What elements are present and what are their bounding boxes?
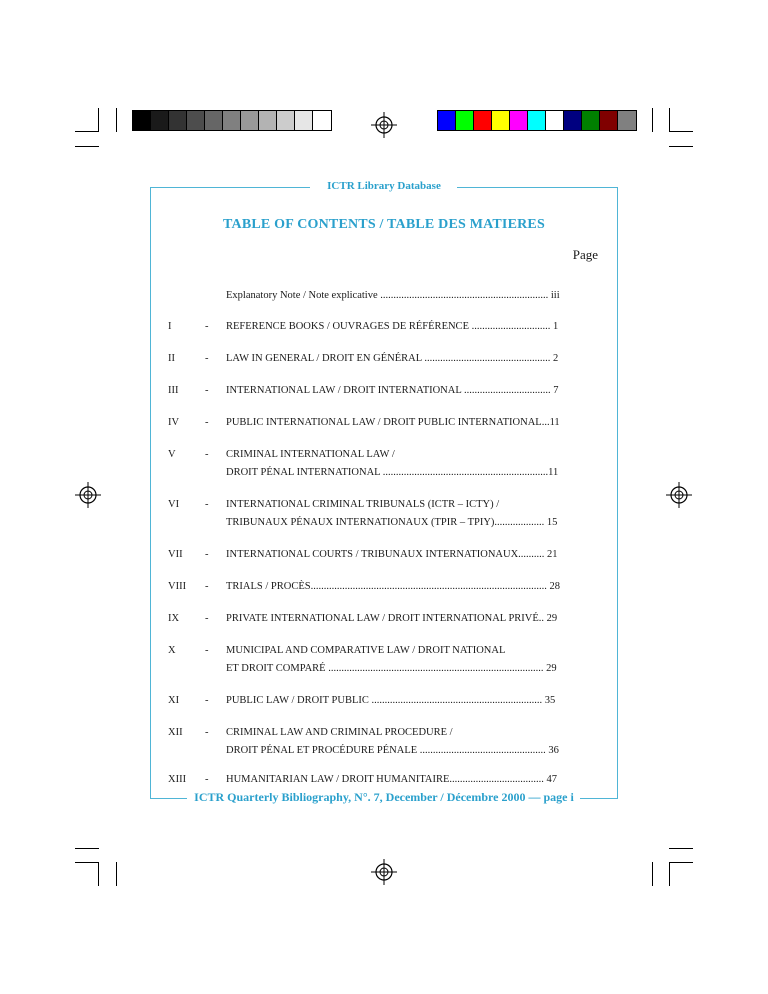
toc-entry	[168, 610, 598, 628]
toc-entry-line: TRIBUNAUX PÉNAUX INTERNATIONAUX (TPIR – TPIY)................... 15	[226, 517, 558, 528]
crop-mark	[669, 108, 670, 132]
toc-entry-dash: -	[205, 774, 209, 785]
running-header: ICTR Library Database	[0, 180, 768, 192]
toc-entry	[168, 692, 598, 710]
toc-entry-dash: -	[205, 645, 209, 656]
toc-entry-text	[226, 610, 597, 628]
toc-entry-dash: -	[205, 695, 209, 706]
gray-swatch	[223, 111, 241, 130]
registration-target-icon	[371, 112, 397, 138]
toc-entry-number: III	[168, 385, 179, 396]
crop-mark	[669, 146, 693, 147]
toc-entry-dash: -	[205, 321, 209, 332]
toc-entry-text	[226, 318, 597, 336]
toc-entry	[168, 724, 598, 760]
toc-entry	[168, 771, 598, 789]
frame-line	[617, 187, 618, 799]
gray-calibration-bar	[132, 110, 332, 131]
toc-entry-line: PUBLIC INTERNATIONAL LAW / DROIT PUBLIC INTERNATIONAL...11	[226, 417, 560, 428]
toc-entry-number: V	[168, 449, 176, 460]
toc-entry	[168, 642, 598, 678]
toc-entry-dash: -	[205, 727, 209, 738]
toc-entry	[168, 350, 598, 368]
toc-entry-text: Explanatory Note / Note explicative ................................................................ iii	[226, 290, 560, 301]
toc-entry-text	[226, 382, 597, 400]
gray-swatch	[259, 111, 277, 130]
page-title: TABLE OF CONTENTS / TABLE DES MATIERES	[223, 217, 545, 232]
toc-entry	[168, 546, 598, 564]
crop-mark	[116, 108, 117, 132]
crop-mark	[669, 862, 693, 863]
crop-mark	[98, 108, 99, 132]
toc-entry-dash: -	[205, 499, 209, 510]
gray-swatch	[133, 111, 151, 130]
color-swatch	[582, 111, 600, 130]
toc-entry-line: PUBLIC LAW / DROIT PUBLIC ................................................................. 35	[226, 695, 556, 706]
toc-entry-number: XIII	[168, 774, 187, 785]
gray-swatch	[187, 111, 205, 130]
toc-entry-line: CRIMINAL INTERNATIONAL LAW /	[226, 449, 395, 460]
color-swatch	[600, 111, 618, 130]
toc-entry-number: VI	[168, 499, 180, 510]
toc-entry	[168, 578, 598, 596]
gray-swatch	[205, 111, 223, 130]
crop-mark	[98, 862, 99, 886]
page-column-label: Page	[572, 247, 598, 262]
crop-mark	[652, 862, 653, 886]
color-swatch	[510, 111, 528, 130]
toc-entry-text	[226, 692, 597, 710]
toc-entry-number: VIII	[168, 581, 187, 592]
frame-line	[150, 187, 151, 799]
toc-entry-line: REFERENCE BOOKS / OUVRAGES DE RÉFÉRENCE .............................. 1	[226, 321, 559, 332]
toc-explanatory-note	[226, 287, 598, 305]
crop-mark	[652, 108, 653, 132]
crop-mark	[75, 848, 99, 849]
toc-entry-text	[226, 546, 597, 564]
toc-entry-number: VII	[168, 549, 183, 560]
color-swatch	[528, 111, 546, 130]
crop-mark	[669, 862, 670, 886]
toc-entry-dash: -	[205, 385, 209, 396]
toc-entry-line: MUNICIPAL AND COMPARATIVE LAW / DROIT NATIONAL	[226, 645, 506, 656]
color-swatch	[492, 111, 510, 130]
toc-entry-text	[226, 642, 597, 678]
toc-entry-line: LAW IN GENERAL / DROIT EN GÉNÉRAL ................................................ 2	[226, 353, 559, 364]
toc-entry-dash: -	[205, 449, 209, 460]
toc-entry-line: INTERNATIONAL CRIMINAL TRIBUNALS (ICTR – ICTY) /	[226, 499, 500, 510]
toc-entry-line: ET DROIT COMPARÉ .................................................................................. 29	[226, 663, 557, 674]
toc-entry-line: INTERNATIONAL COURTS / TRIBUNAUX INTERNATIONAUX.......... 21	[226, 549, 558, 560]
color-swatch	[438, 111, 456, 130]
gray-swatch	[241, 111, 259, 130]
gray-swatch	[169, 111, 187, 130]
toc-entry-line: PRIVATE INTERNATIONAL LAW / DROIT INTERNATIONAL PRIVÉ.. 29	[226, 613, 558, 624]
toc-entry-text	[226, 446, 597, 482]
toc-entry-dash: -	[205, 417, 209, 428]
toc-entry-number: XI	[168, 695, 180, 706]
color-swatch	[564, 111, 582, 130]
gray-swatch	[295, 111, 313, 130]
registration-target-icon	[666, 482, 692, 508]
color-swatch	[618, 111, 636, 130]
color-swatch	[474, 111, 492, 130]
toc-entry-number: IV	[168, 417, 180, 428]
toc-entry-text	[226, 350, 597, 368]
toc-entry-text	[226, 578, 597, 596]
crop-mark	[75, 862, 99, 863]
gray-swatch	[277, 111, 295, 130]
toc-entry-line: DROIT PÉNAL INTERNATIONAL ...............................................................11	[226, 467, 559, 478]
color-swatch	[546, 111, 564, 130]
color-calibration-bar	[437, 110, 637, 131]
toc-entry-line: HUMANITARIAN LAW / DROIT HUMANITAIRE.................................... 47	[226, 774, 558, 785]
toc-entry-number: IX	[168, 613, 180, 624]
toc-entry	[168, 318, 598, 336]
toc-entry-line: INTERNATIONAL LAW / DROIT INTERNATIONAL ................................. 7	[226, 385, 559, 396]
toc-entry-line: CRIMINAL LAW AND CRIMINAL PROCEDURE /	[226, 727, 453, 738]
running-footer: ICTR Quarterly Bibliography, N°. 7, December / Décembre 2000 — page i	[0, 790, 768, 805]
color-swatch	[456, 111, 474, 130]
toc-entry-text	[226, 414, 597, 432]
toc-entry	[168, 446, 598, 482]
toc-entry-text	[226, 771, 597, 789]
gray-swatch	[151, 111, 169, 130]
toc-entry	[168, 414, 598, 432]
crop-mark	[75, 146, 99, 147]
toc-entry-number: X	[168, 645, 176, 656]
toc-entry-text	[226, 496, 597, 532]
toc-entry	[168, 382, 598, 400]
registration-target-icon	[371, 859, 397, 885]
toc-entry-dash: -	[205, 353, 209, 364]
toc-entry-number: II	[168, 353, 175, 364]
toc-entry-line: TRIALS / PROCÈS.......................................................................................... 28	[226, 581, 560, 592]
gray-swatch	[313, 111, 331, 130]
toc-entry-text	[226, 724, 597, 760]
crop-mark	[669, 848, 693, 849]
crop-mark	[116, 862, 117, 886]
toc-entry-number: I	[168, 321, 172, 332]
toc-entry-dash: -	[205, 549, 209, 560]
registration-target-icon	[75, 482, 101, 508]
crop-mark	[669, 131, 693, 132]
toc-entry-number: XII	[168, 727, 183, 738]
toc-entry-dash: -	[205, 613, 209, 624]
crop-mark	[75, 131, 99, 132]
toc-entry-line: DROIT PÉNAL ET PROCÉDURE PÉNALE ................................................ 36	[226, 745, 559, 756]
toc-entry	[168, 496, 598, 532]
toc-entry-dash: -	[205, 581, 209, 592]
